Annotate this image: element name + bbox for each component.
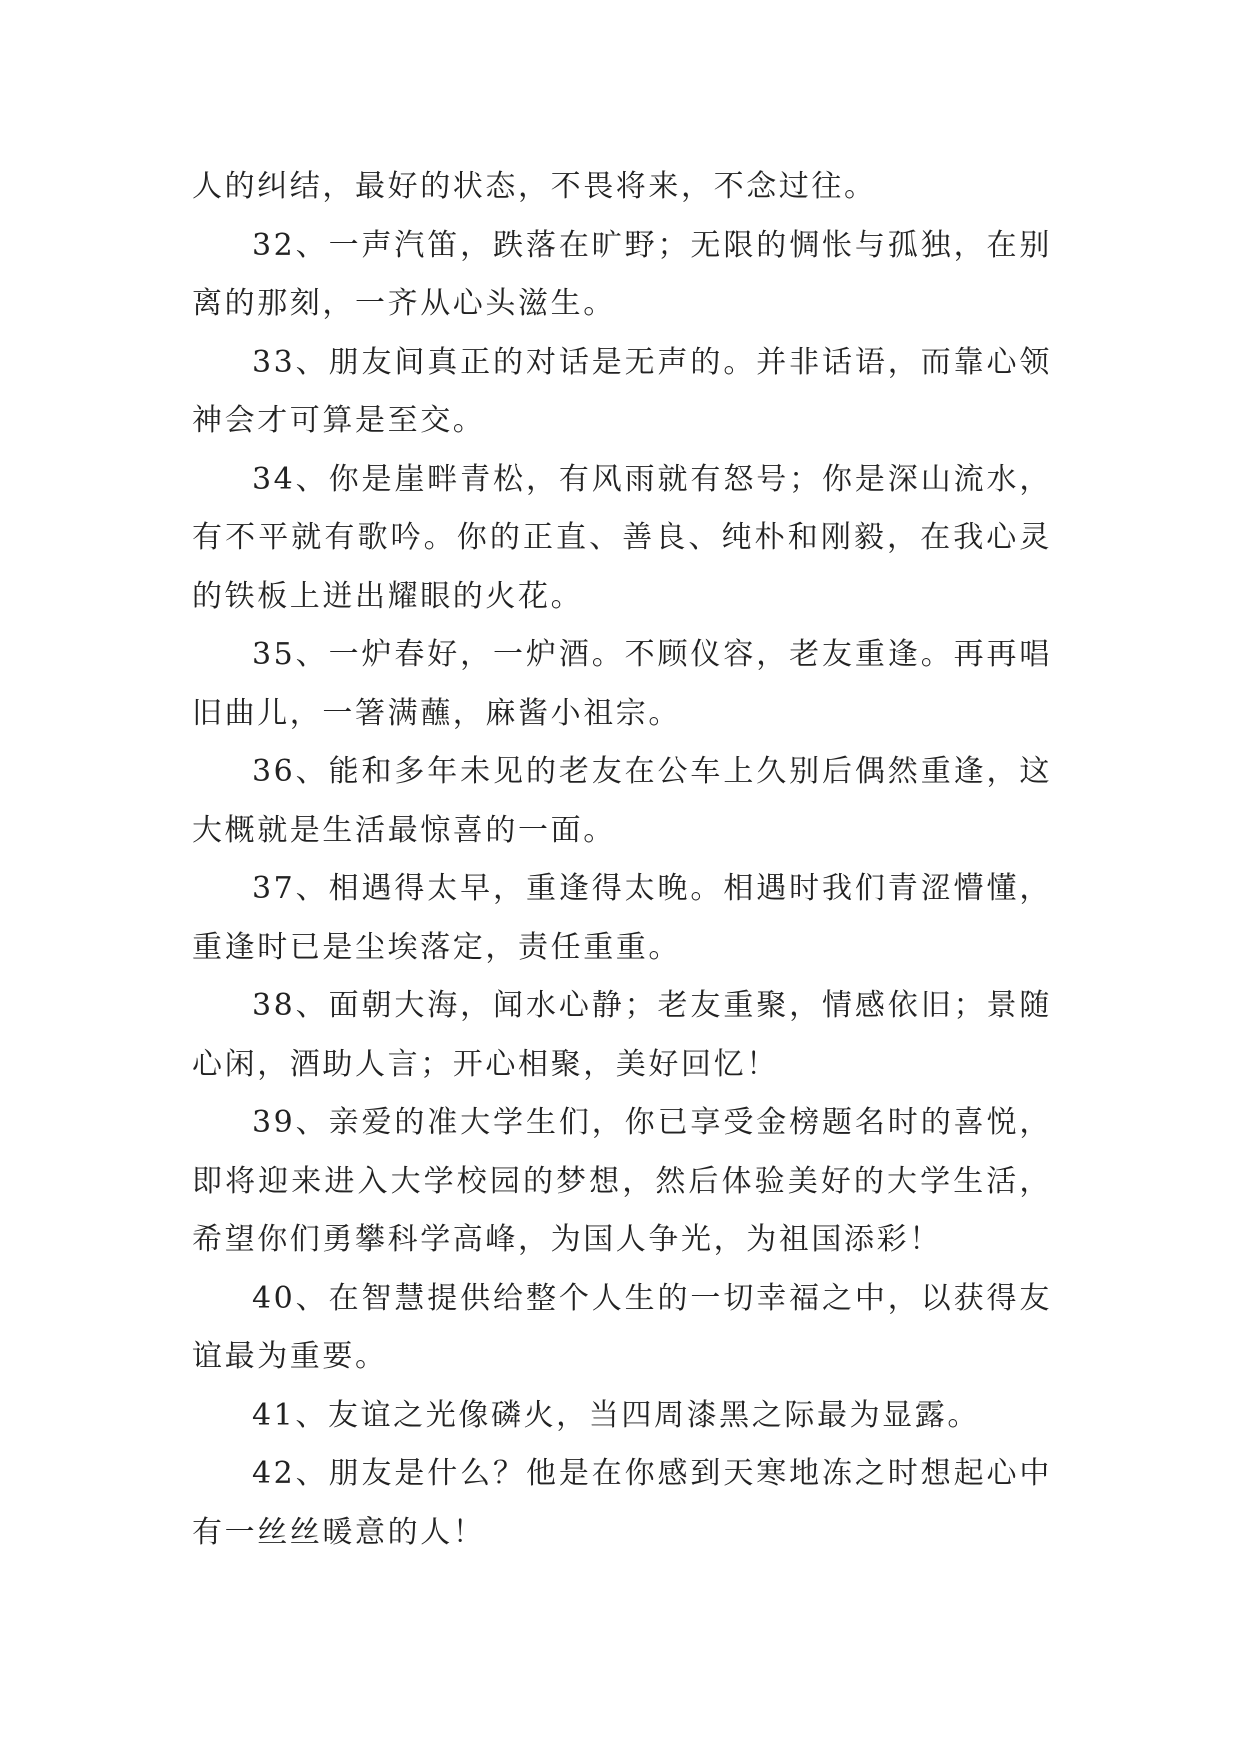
paragraph-41: 41、友谊之光像磷火，当四周漆黑之际最为显露。 [252, 1397, 980, 1433]
document-body [192, 158, 1052, 1562]
paragraph-37: 37、相遇得太早，重逢得太晚。相遇时我们青涩懵懂，重逢时已是尘埃落定，责任重重。 [192, 871, 1052, 965]
paragraph-33: 33、朋友间真正的对话是无声的。并非话语，而靠心领神会才可算是至交。 [192, 344, 1052, 438]
paragraph-continuation: 人的纠结，最好的状态，不畏将来，不念过往。 [192, 169, 877, 204]
paragraph-36: 36、能和多年未见的老友在公车上久别后偶然重逢，这大概就是生活最惊喜的一面。 [192, 754, 1052, 848]
paragraph-35: 35、一炉春好，一炉酒。不顾仪容，老友重逢。再再唱旧曲儿，一箸满蘸，麻酱小祖宗。 [192, 637, 1052, 731]
paragraph-32: 32、一声汽笛，跌落在旷野；无限的惆怅与孤独，在别离的那刻，一齐从心头滋生。 [192, 227, 1052, 321]
paragraph-38: 38、面朝大海，闻水心静；老友重聚，情感依旧；景随心闲，酒助人言；开心相聚，美好回忆！ [192, 988, 1052, 1082]
paragraph-34: 34、你是崖畔青松，有风雨就有怒号；你是深山流水，有不平就有歌吟。你的正直、善良、纯朴和刚毅，在我心灵的铁板上迸出耀眼的火花。 [192, 461, 1052, 614]
paragraph-39: 39、亲爱的准大学生们，你已享受金榜题名时的喜悦，即将迎来进入大学校园的梦想，然后体验美好的大学生活，希望你们勇攀科学高峰，为国人争光，为祖国添彩！ [192, 1105, 1052, 1257]
paragraph-42: 42、朋友是什么？他是在你感到天寒地冻之时想起心中有一丝丝暖意的人！ [192, 1456, 1052, 1550]
paragraph-40: 40、在智慧提供给整个人生的一切幸福之中，以获得友谊最为重要。 [192, 1280, 1052, 1374]
